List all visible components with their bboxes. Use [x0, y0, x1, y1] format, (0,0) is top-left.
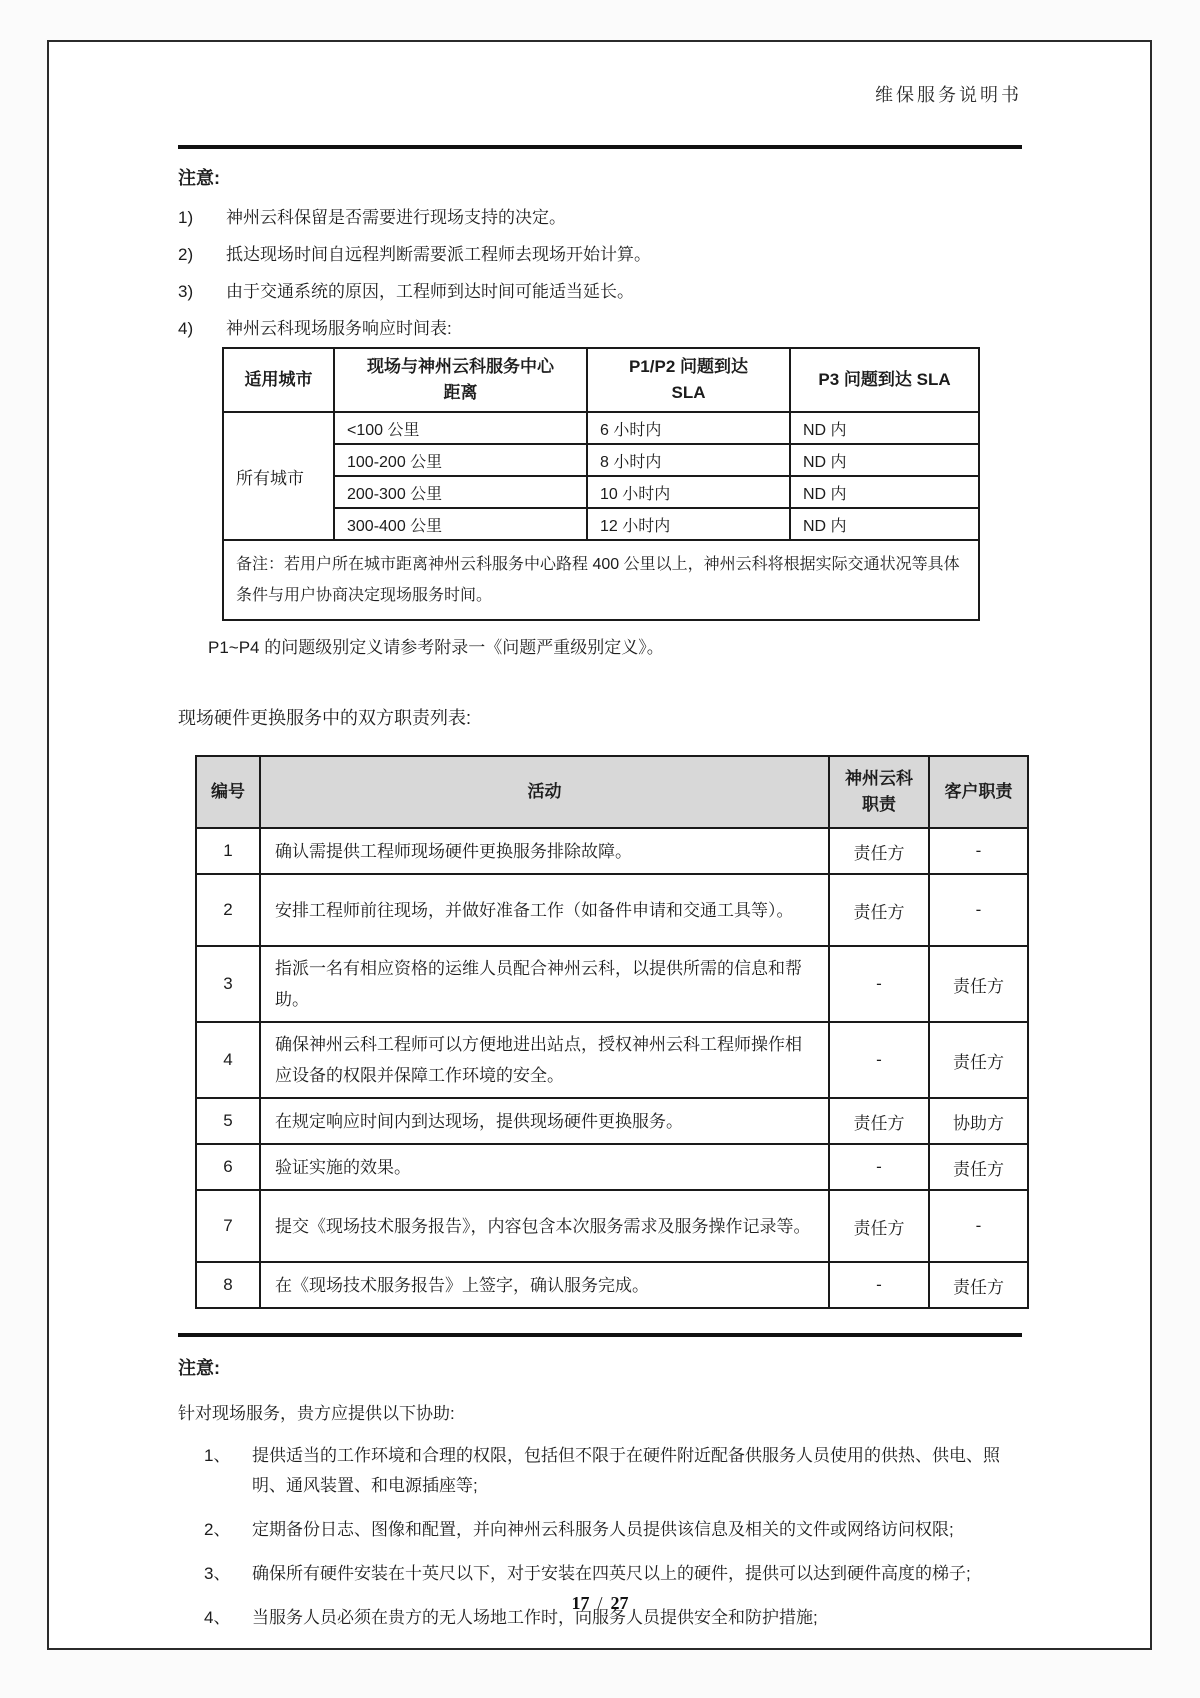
duty-vendor-cell: - — [829, 1262, 929, 1308]
table-row — [223, 540, 979, 620]
duty-no-cell: 4 — [196, 1022, 260, 1098]
header-line: P3 问题到达 SLA — [818, 370, 951, 389]
sla-header-city — [223, 348, 334, 412]
duty-header-no — [196, 756, 260, 828]
section-divider-rule — [178, 1333, 1022, 1337]
duty-activity-cell: 提交《现场技术服务报告》，内容包含本次服务需求及服务操作记录等。 — [260, 1190, 829, 1262]
duty-customer-cell: 协助方 — [929, 1098, 1028, 1144]
list-item-text: 神州云科保留是否需要进行现场支持的决定。 — [226, 208, 566, 227]
list-item-number: 2) — [178, 245, 194, 264]
table-row — [196, 1144, 1028, 1190]
table-row — [223, 508, 979, 540]
table-row — [223, 412, 979, 444]
page-number-total: 27 — [610, 1593, 629, 1613]
duty-no-cell: 8 — [196, 1262, 260, 1308]
list-item-text: 由于交通系统的原因，工程师到达时间可能适当延长。 — [226, 282, 634, 301]
table-row — [196, 946, 1028, 1022]
duty-activity-cell: 验证实施的效果。 — [260, 1144, 829, 1190]
duty-table-header-row — [196, 756, 1028, 828]
sla-p1p2-cell: 10 小时内 — [587, 476, 790, 508]
sla-city-cell: 所有城市 — [223, 412, 334, 540]
duty-table — [195, 755, 1029, 1309]
header-line: 神州云科 — [845, 769, 913, 788]
list-item-text: 提供适当的工作环境和合理的权限，包括但不限于在硬件附近配备供服务人员使用的供热、供电、照明、通风装置、和电源插座等; — [252, 1446, 1000, 1495]
sla-distance-cell: <100 公里 — [334, 412, 587, 444]
sla-table-header-row — [223, 348, 979, 412]
duty-vendor-cell: - — [829, 946, 929, 1022]
list-item — [204, 1441, 1022, 1501]
sla-distance-cell: 100-200 公里 — [334, 444, 587, 476]
sla-p1p2-cell: 12 小时内 — [587, 508, 790, 540]
duty-customer-cell: - — [929, 828, 1028, 874]
duty-activity-cell: 在规定响应时间内到达现场，提供现场硬件更换服务。 — [260, 1098, 829, 1144]
sla-response-table — [222, 347, 980, 621]
list-item — [178, 236, 1022, 273]
p1p4-definition-note: P1~P4 的问题级别定义请参考附录一《问题严重级别定义》。 — [208, 638, 664, 657]
duty-no-cell: 2 — [196, 874, 260, 946]
duty-customer-cell: 责任方 — [929, 1144, 1028, 1190]
sla-note-cell: 备注：若用户所在城市距离神州云科服务中心路程 400 公里以上，神州云科将根据实际交通状况等具体条件与用户协商决定现场服务时间。 — [223, 540, 979, 620]
note1-label: 注意: — [178, 168, 220, 188]
note2-label: 注意: — [178, 1358, 220, 1378]
header-line: P1/P2 问题到达 — [628, 357, 749, 376]
header-line: 活动 — [527, 782, 562, 801]
note1-list — [178, 199, 1022, 347]
page-number-separator: / — [597, 1593, 603, 1613]
duty-vendor-cell: 责任方 — [829, 828, 929, 874]
page-content — [178, 40, 1022, 1633]
list-item — [178, 273, 1022, 310]
duty-activity-cell: 在《现场技术服务报告》上签字，确认服务完成。 — [260, 1262, 829, 1308]
duty-customer-cell: - — [929, 874, 1028, 946]
sla-header-p1p2 — [587, 348, 790, 412]
list-item-number: 4、 — [204, 1608, 231, 1627]
table-row — [196, 1098, 1028, 1144]
sla-p1p2-cell: 8 小时内 — [587, 444, 790, 476]
list-item — [204, 1515, 1022, 1545]
table-row — [223, 444, 979, 476]
header-line: 客户职责 — [944, 782, 1013, 801]
duty-activity-cell: 安排工程师前往现场，并做好准备工作（如备件申请和交通工具等）。 — [260, 874, 829, 946]
duty-vendor-cell: - — [829, 1144, 929, 1190]
list-item-number: 3、 — [204, 1564, 231, 1583]
table-row — [196, 1190, 1028, 1262]
duty-no-cell: 6 — [196, 1144, 260, 1190]
duty-header-activity — [260, 756, 829, 828]
duty-vendor-cell: 责任方 — [829, 1098, 929, 1144]
sla-p1p2-cell: 6 小时内 — [587, 412, 790, 444]
duty-no-cell: 7 — [196, 1190, 260, 1262]
page-number-current: 17 — [571, 1593, 590, 1613]
list-item — [178, 199, 1022, 236]
list-item-text: 当服务人员必须在贵方的无人场地工作时，向服务人员提供安全和防护措施; — [252, 1608, 818, 1627]
list-item — [178, 310, 1022, 347]
header-line: 适用城市 — [244, 370, 313, 389]
list-item-text: 确保所有硬件安装在十英尺以下，对于安装在四英尺以上的硬件，提供可以达到硬件高度的梯子; — [252, 1564, 971, 1583]
list-item-number: 2、 — [204, 1520, 231, 1539]
duty-activity-cell: 确保神州云科工程师可以方便地进出站点，授权神州云科工程师操作相应设备的权限并保障工作环境的安全。 — [260, 1022, 829, 1098]
table-row — [196, 1022, 1028, 1098]
list-item-number: 3) — [178, 282, 194, 301]
duty-customer-cell: 责任方 — [929, 946, 1028, 1022]
sla-p3-cell: ND 内 — [790, 444, 979, 476]
duty-activity-cell: 指派一名有相应资格的运维人员配合神州云科，以提供所需的信息和帮助。 — [260, 946, 829, 1022]
header-line: 职责 — [862, 795, 896, 814]
list-item-text: 定期备份日志、图像和配置，并向神州云科服务人员提供该信息及相关的文件或网络访问权限; — [252, 1520, 954, 1539]
list-item-text: 神州云科现场服务响应时间表: — [226, 319, 452, 338]
sla-p3-cell: ND 内 — [790, 476, 979, 508]
duty-section-title: 现场硬件更换服务中的双方职责列表: — [178, 708, 471, 728]
duty-vendor-cell: - — [829, 1022, 929, 1098]
duty-customer-cell: 责任方 — [929, 1022, 1028, 1098]
duty-no-cell: 1 — [196, 828, 260, 874]
sla-p3-cell: ND 内 — [790, 412, 979, 444]
duty-customer-cell: - — [929, 1190, 1028, 1262]
duty-no-cell: 3 — [196, 946, 260, 1022]
sla-distance-cell: 300-400 公里 — [334, 508, 587, 540]
header-line: 编号 — [211, 782, 245, 801]
table-row — [223, 476, 979, 508]
sla-distance-cell: 200-300 公里 — [334, 476, 587, 508]
duty-vendor-cell: 责任方 — [829, 1190, 929, 1262]
header-line: 距离 — [443, 383, 478, 402]
header-rule — [178, 145, 1022, 149]
table-row — [196, 1262, 1028, 1308]
sla-p3-cell: ND 内 — [790, 508, 979, 540]
duty-header-vendor — [829, 756, 929, 828]
sla-header-distance — [334, 348, 587, 412]
duty-header-customer — [929, 756, 1028, 828]
table-row — [196, 828, 1028, 874]
list-item-number: 1) — [178, 208, 194, 227]
note2-intro: 针对现场服务，贵方应提供以下协助: — [178, 1404, 455, 1423]
sla-header-p3 — [790, 348, 979, 412]
document-header-title: 维保服务说明书 — [875, 85, 1022, 105]
duty-customer-cell: 责任方 — [929, 1262, 1028, 1308]
list-item-number: 4) — [178, 319, 194, 338]
duty-activity-cell: 确认需提供工程师现场硬件更换服务排除故障。 — [260, 828, 829, 874]
page-number — [0, 1593, 1200, 1614]
table-row — [196, 874, 1028, 946]
header-line: SLA — [671, 383, 706, 402]
list-item-text: 抵达现场时间自远程判断需要派工程师去现场开始计算。 — [226, 245, 651, 264]
list-item-number: 1、 — [204, 1446, 231, 1465]
duty-vendor-cell: 责任方 — [829, 874, 929, 946]
header-line: 现场与神州云科服务中心 — [367, 357, 554, 376]
list-item — [204, 1559, 1022, 1589]
duty-no-cell: 5 — [196, 1098, 260, 1144]
